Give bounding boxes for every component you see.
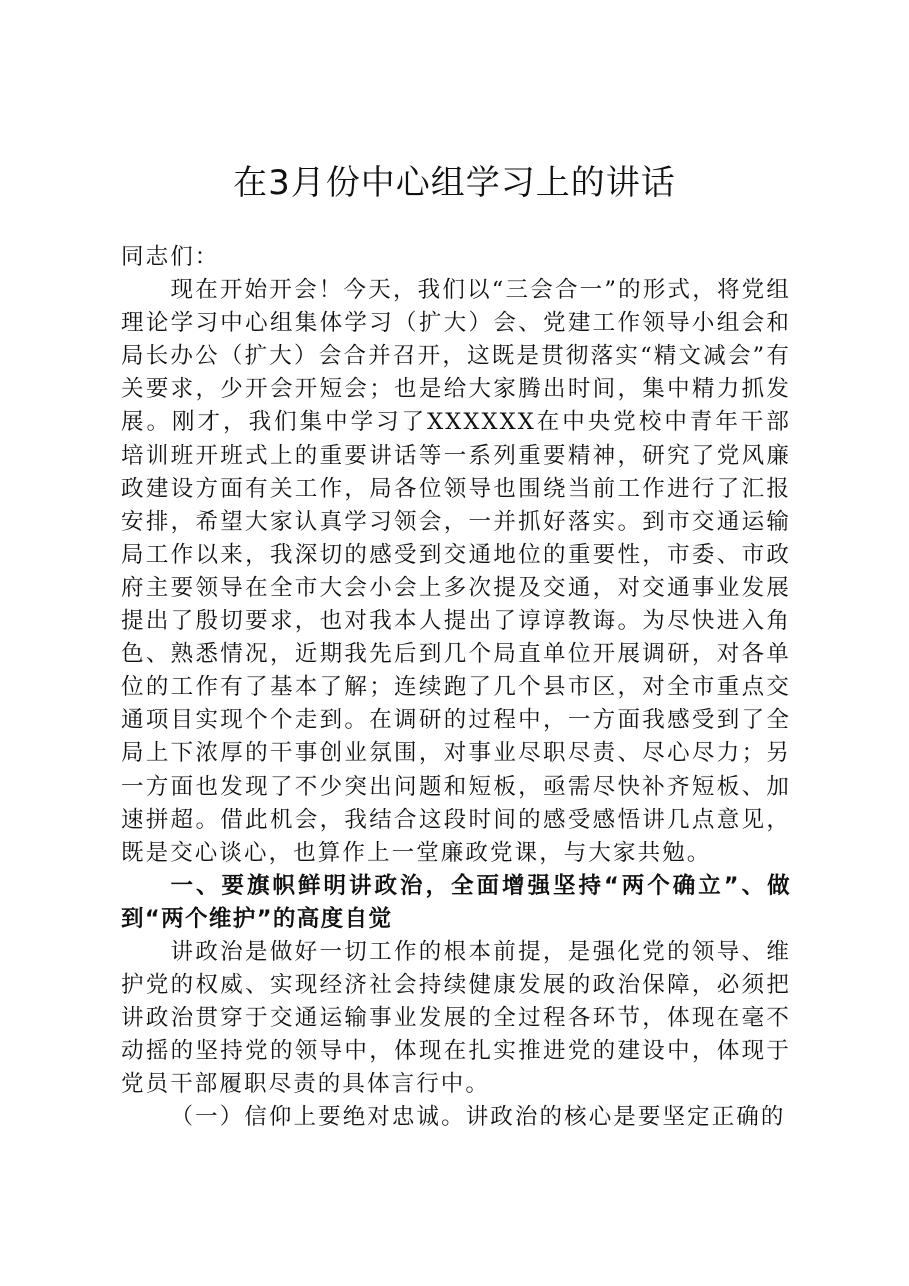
opening-paragraph: 现在开始开会！今天，我们以“三会合一”的形式，将党组理论学习中心组集体学习（扩大）会、党建工作领导小组会和局长办公（扩大）会合并召开，这既是贯彻落实“精文减会”有关要求，少开会开短会；也是给大家腾出时间，集中精力抓发展。刚才，我们集中学习了XXXXXX在中央党校中青年干部培训班开班式上的重要讲话等一系列重要精神，研究了党风廉政建设方面有关工作，局各位领导也围绕当前工作进行了汇报安排，希望大家认真学习领会，一并抓好落实。到市交通运输局工作以来，我深切的感受到交通地位的重要性，市委、市政府主要领导在全市大会小会上多次提及交通，对交通事业发展提出了殷切要求，也对我本人提出了谆谆教诲。为尽快进入角色、熟悉情况，近期我先后到几个局直单位开展调研，对各单位的工作有了基本了解；连续跑了几个县市区，对全市重点交通项目实现个个走到。在调研的过程中，一方面我感受到了全局上下浓厚的干事创业氛围，对事业尽职尽责、尽心尽力；另一方面也发现了不少突出问题和短板，亟需尽快补齐短板、加速拼超。借此机会，我结合这段时间的感受感悟讲几点意见，既是交心谈心，也算作上一堂廉政党课，与大家共勉。: [121, 277, 791, 866]
section-paragraph: 讲政治是做好一切工作的根本前提，是强化党的领导、维护党的权威、实现经济社会持续健康发展的政治保障，必须把讲政治贯穿于交通运输事业发展的全过程各环节，体现在毫不动摇的坚持党的领导中，体现在扎实推进党的建设中，体现于党员干部履职尽责的具体言行中。: [121, 938, 791, 1098]
document-title: 在3月份中心组学习上的讲话: [233, 163, 676, 203]
document-body: [121, 241, 791, 1135]
section-heading: 一、要旗帜鲜明讲政治，全面增强坚持“两个确立”、做到“两个维护”的高度自觉: [121, 872, 791, 932]
sub-heading: （一）信仰上要绝对忠诚。讲政治的核心是要坚定正确的: [170, 1104, 786, 1131]
salutation: 同志们：: [121, 244, 220, 270]
